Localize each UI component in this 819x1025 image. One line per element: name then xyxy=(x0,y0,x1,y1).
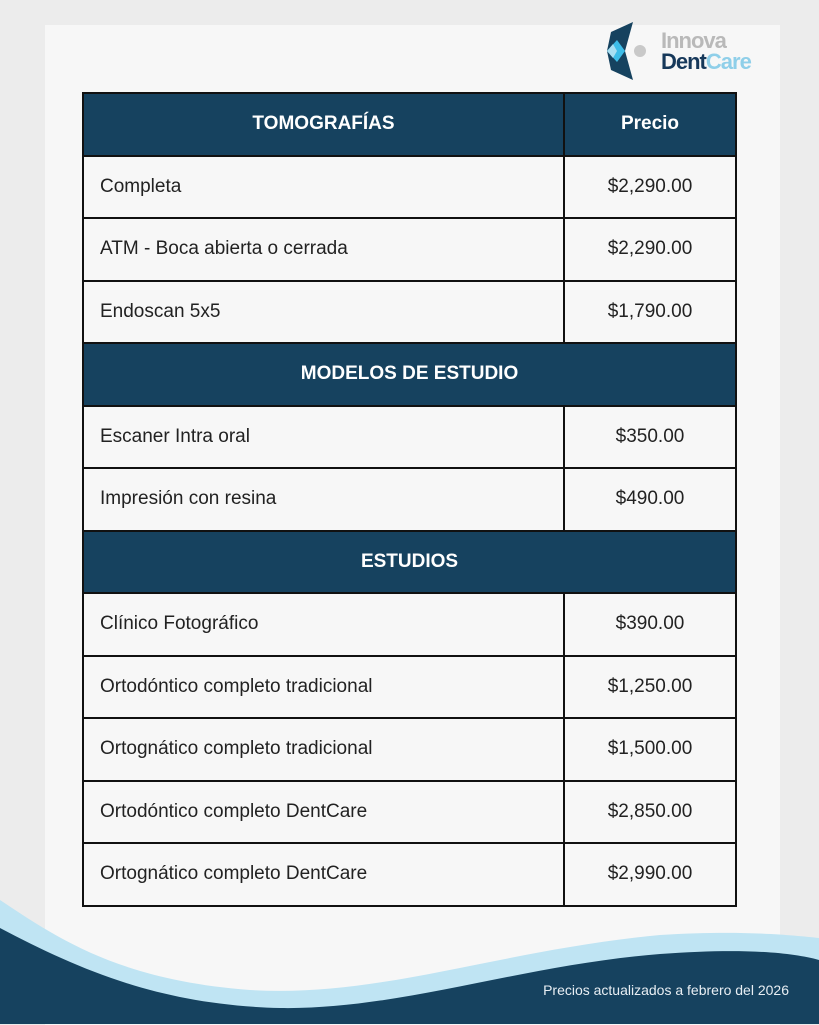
price-column-header: Precio xyxy=(564,93,736,156)
brand-logo xyxy=(603,20,763,82)
service-price: $350.00 xyxy=(564,406,736,469)
footer-note: Precios actualizados a febrero del 2026 xyxy=(543,982,789,998)
service-name: Ortodóntico completo DentCare xyxy=(83,781,564,844)
service-name: Impresión con resina xyxy=(83,468,564,531)
service-price: $2,290.00 xyxy=(564,218,736,281)
service-name: Escaner Intra oral xyxy=(83,406,564,469)
service-name: Clínico Fotográfico xyxy=(83,593,564,656)
service-price: $2,290.00 xyxy=(564,156,736,219)
service-name: ATM - Boca abierta o cerrada xyxy=(83,218,564,281)
brand-name-line1: Innova xyxy=(661,28,726,53)
footer-wave xyxy=(0,880,819,1024)
table-row xyxy=(83,406,736,469)
service-price: $2,850.00 xyxy=(564,781,736,844)
service-name: Ortodóntico completo tradicional xyxy=(83,656,564,719)
section-header-modelos xyxy=(83,343,736,406)
section-header-tomografias xyxy=(83,93,736,156)
table-row xyxy=(83,656,736,719)
section-header-estudios xyxy=(83,531,736,594)
service-price: $2,990.00 xyxy=(564,843,736,906)
service-price: $1,250.00 xyxy=(564,656,736,719)
logo-mark-icon xyxy=(603,20,659,82)
service-name: Ortognático completo DentCare xyxy=(83,843,564,906)
table-row xyxy=(83,468,736,531)
section-title: TOMOGRAFÍAS xyxy=(83,93,564,156)
price-table xyxy=(82,92,737,907)
table-row xyxy=(83,593,736,656)
service-name: Endoscan 5x5 xyxy=(83,281,564,344)
section-title: MODELOS DE ESTUDIO xyxy=(83,343,736,406)
service-price: $1,790.00 xyxy=(564,281,736,344)
table-row xyxy=(83,156,736,219)
service-price: $1,500.00 xyxy=(564,718,736,781)
section-title: ESTUDIOS xyxy=(83,531,736,594)
table-row xyxy=(83,281,736,344)
table-row xyxy=(83,781,736,844)
brand-name-line2: DentCare xyxy=(661,49,751,74)
service-price: $490.00 xyxy=(564,468,736,531)
service-name: Completa xyxy=(83,156,564,219)
table-row xyxy=(83,718,736,781)
service-price: $390.00 xyxy=(564,593,736,656)
service-name: Ortognático completo tradicional xyxy=(83,718,564,781)
table-row xyxy=(83,218,736,281)
